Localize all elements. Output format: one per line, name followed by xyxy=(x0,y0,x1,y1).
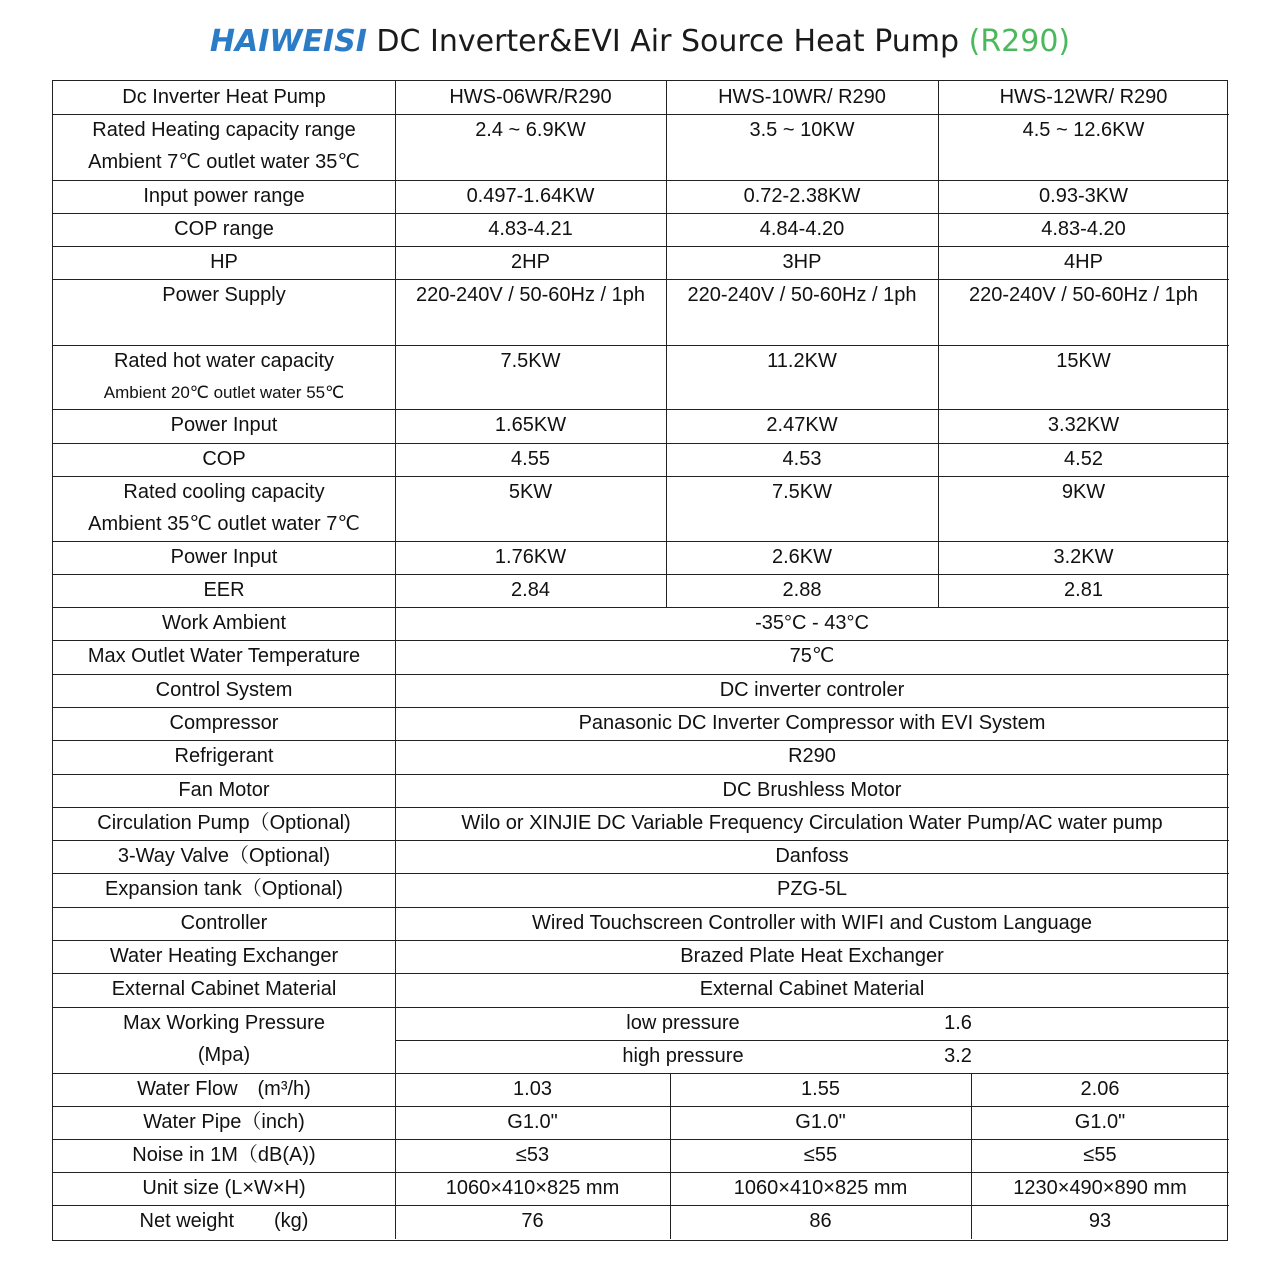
row-label-line: Ambient 20℃ outlet water 55℃ xyxy=(103,383,345,402)
row-label-line: Ambient 7℃ outlet water 35℃ xyxy=(88,151,360,173)
spec-value: 2.81 xyxy=(1064,579,1103,601)
spec-value: 3.5 ~ 10KW xyxy=(749,119,855,141)
model-name: HWS-06WR/R290 xyxy=(449,86,612,108)
spec-value: Panasonic DC Inverter Compressor with EVI System xyxy=(578,711,1046,734)
spec-value: Wired Touchscreen Controller with WIFI and Custom Language xyxy=(532,911,1092,934)
spec-value: 11.2KW xyxy=(767,350,837,372)
column-divider xyxy=(395,607,396,1073)
row-label xyxy=(53,476,395,541)
spec-value: 7.5KW xyxy=(500,350,561,372)
spec-value: R290 xyxy=(788,745,836,768)
spec-value: 4.84-4.20 xyxy=(759,218,845,240)
spec-value: 76 xyxy=(521,1210,544,1233)
row-label xyxy=(53,246,395,279)
title-refrigerant: (R290) xyxy=(968,24,1071,59)
spec-value: -35°C - 43°C xyxy=(755,612,869,634)
row-label-line: EER xyxy=(203,579,245,601)
spec-value: 2.88 xyxy=(782,579,822,601)
spec-value: 1.55 xyxy=(801,1077,840,1100)
spec-value: 3.32KW xyxy=(1047,414,1120,436)
model-name: HWS-12WR/ R290 xyxy=(999,86,1168,108)
row-label-line: Power Input xyxy=(170,414,278,436)
spec-value: 4.83-4.21 xyxy=(488,218,573,240)
row-label: Water Heating Exchanger xyxy=(109,945,339,967)
row-label: Unit size (L×W×H) xyxy=(142,1177,306,1200)
spec-value: 1.03 xyxy=(513,1077,552,1100)
row-label: Circulation Pump（Optional) xyxy=(97,811,351,834)
row-label: Control System xyxy=(155,678,293,701)
column-divider xyxy=(395,1073,396,1239)
spec-value: 1.65KW xyxy=(494,414,567,436)
spec-table xyxy=(52,80,1228,1241)
row-label xyxy=(53,574,395,607)
row-label xyxy=(53,180,395,213)
high-pressure-label: high pressure xyxy=(622,1044,744,1067)
low-pressure-value: 1.6 xyxy=(944,1011,972,1034)
spec-value: 4.83-4.20 xyxy=(1041,218,1126,240)
spec-value: ≤55 xyxy=(1083,1144,1117,1166)
spec-value: 93 xyxy=(1088,1210,1112,1233)
spec-value: G1.0" xyxy=(1074,1110,1126,1133)
model-name: HWS-10WR/ R290 xyxy=(718,86,886,108)
spec-value: ≤53 xyxy=(515,1144,550,1166)
row-label-line: Rated Heating capacity range xyxy=(92,119,356,141)
spec-value: 4.52 xyxy=(1064,448,1103,470)
column-divider xyxy=(971,1073,972,1239)
spec-value: 1060×410×825 mm xyxy=(733,1177,908,1200)
row-label-line: Max Working Pressure xyxy=(123,1011,325,1034)
spec-value: 3.2KW xyxy=(1053,546,1114,568)
row-label xyxy=(53,541,395,574)
spec-value: 7.5KW xyxy=(771,481,833,503)
spec-value: 9KW xyxy=(1061,481,1106,503)
row-label-line: HP xyxy=(210,251,238,273)
row-label: Max Outlet Water Temperature xyxy=(87,645,361,668)
row-label xyxy=(53,1007,395,1073)
spec-value: 4.5 ~ 12.6KW xyxy=(1022,119,1145,141)
row-label: Noise in 1M（dB(A)) xyxy=(132,1144,316,1166)
spec-value: G1.0" xyxy=(795,1110,846,1133)
row-label-line: Rated cooling capacity xyxy=(123,481,325,503)
row-label: Controller xyxy=(180,911,268,934)
column-divider xyxy=(670,1073,671,1239)
row-divider xyxy=(395,1040,1229,1041)
row-label: Net weight (kg) xyxy=(139,1210,309,1233)
row-label xyxy=(53,114,395,180)
spec-value: 15KW xyxy=(1056,350,1111,372)
row-label: 3-Way Valve（Optional) xyxy=(117,845,331,868)
spec-value: 75℃ xyxy=(789,645,835,668)
spec-value: 1230×490×890 mm xyxy=(1013,1177,1187,1200)
spec-value: 220-240V / 50-60Hz / 1ph xyxy=(968,284,1199,306)
row-label: Fan Motor xyxy=(178,778,270,801)
row-label xyxy=(53,345,395,409)
spec-value: 220-240V / 50-60Hz / 1ph xyxy=(415,284,646,306)
spec-value: 1.76KW xyxy=(494,546,567,568)
spec-value: Brazed Plate Heat Exchanger xyxy=(680,945,944,967)
spec-value: 5KW xyxy=(508,481,553,503)
row-label-line: COP range xyxy=(174,218,274,240)
spec-value: DC inverter controler xyxy=(719,678,905,701)
spec-value: 2.6KW xyxy=(771,546,833,568)
row-label-line: Ambient 35℃ outlet water 7℃ xyxy=(88,513,360,535)
spec-value: 2HP xyxy=(511,251,550,273)
row-label xyxy=(53,213,395,246)
low-pressure-label: low pressure xyxy=(626,1011,740,1034)
row-label: Expansion tank（Optional) xyxy=(105,878,343,901)
spec-value: G1.0" xyxy=(507,1110,558,1133)
spec-value: Wilo or XINJIE DC Variable Frequency Circulation Water Pump/AC water pump xyxy=(461,811,1163,834)
row-label: Water Pipe（inch) xyxy=(143,1110,305,1133)
spec-value: External Cabinet Material xyxy=(699,978,925,1001)
title-main: DC Inverter&EVI Air Source Heat Pump xyxy=(366,24,969,59)
row-label-line: Power Supply xyxy=(162,284,286,306)
row-label-line: COP xyxy=(202,448,246,470)
row-label xyxy=(53,443,395,476)
spec-value: DC Brushless Motor xyxy=(722,778,902,801)
high-pressure-value: 3.2 xyxy=(944,1044,972,1067)
spec-value: 1060×410×825 mm xyxy=(445,1177,620,1200)
column-divider xyxy=(666,81,667,607)
row-label: Work Ambient xyxy=(161,612,287,634)
brand-name: HAIWEISI xyxy=(209,24,367,59)
spec-value: PZG-5L xyxy=(776,878,848,901)
spec-value: 3HP xyxy=(782,251,822,273)
row-label-line: Power Input xyxy=(170,546,278,568)
row-label-line: (Mpa) xyxy=(197,1043,251,1066)
row-label: Water Flow (m³/h) xyxy=(137,1077,311,1100)
spec-value: 0.497-1.64KW xyxy=(466,185,595,207)
row-label-line: Input power range xyxy=(143,185,305,207)
spec-value: Danfoss xyxy=(775,845,849,868)
page-title xyxy=(0,24,1280,59)
spec-value: ≤55 xyxy=(803,1144,838,1166)
row-label: Refrigerant xyxy=(174,745,274,768)
spec-value: 2.84 xyxy=(511,579,550,601)
column-divider xyxy=(938,81,939,607)
spec-value: 4.55 xyxy=(511,448,550,470)
spec-value: 86 xyxy=(809,1210,832,1233)
row-label-line: Rated hot water capacity xyxy=(113,350,335,372)
row-label xyxy=(53,279,395,345)
spec-value: 2.47KW xyxy=(766,414,838,436)
spec-value: 220-240V / 50-60Hz / 1ph xyxy=(687,284,917,306)
spec-value: 2.06 xyxy=(1080,1077,1120,1100)
spec-value: 4.53 xyxy=(782,448,822,470)
spec-value: 0.72-2.38KW xyxy=(743,185,861,207)
row-label xyxy=(53,409,395,443)
spec-value: 4HP xyxy=(1064,251,1103,273)
row-label: Compressor xyxy=(169,711,279,734)
spec-value: 0.93-3KW xyxy=(1039,185,1128,207)
row-label: External Cabinet Material xyxy=(111,978,337,1001)
header-label: Dc Inverter Heat Pump xyxy=(122,86,326,108)
column-divider xyxy=(395,81,396,607)
spec-value: 2.4 ~ 6.9KW xyxy=(475,119,586,141)
